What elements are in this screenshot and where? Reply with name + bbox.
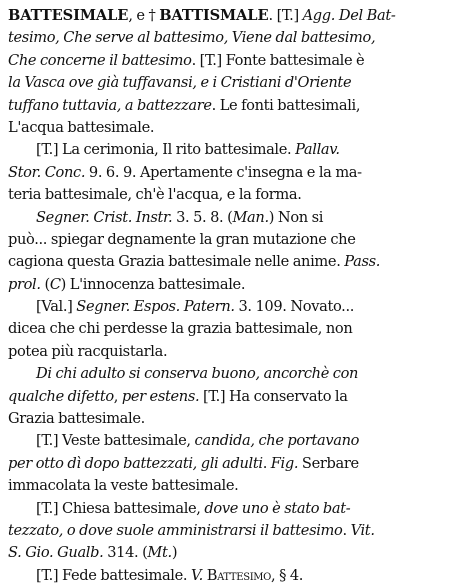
italic-run: prol.: [8, 275, 41, 293]
text-run: . [T.] Fonte battesimale è: [191, 51, 365, 69]
italic-run: per otto dì dopo battezzati, gli adulti: [8, 454, 263, 472]
text-line: [8, 542, 467, 564]
text-run: [T.] Veste battesimale,: [36, 432, 195, 450]
text-line: [8, 72, 467, 94]
headword: BATTISMALE: [159, 7, 269, 24]
italic-run: candida, che portavano: [194, 432, 360, 450]
text-line: [8, 207, 467, 229]
text-run: potea più racquistarla.: [8, 342, 168, 360]
text-run: Serbare: [298, 454, 359, 472]
text-run: (: [40, 275, 50, 293]
text-line: [8, 565, 467, 587]
italic-run: Segner. Espos. Patern.: [76, 298, 235, 316]
text-line: [8, 318, 467, 340]
text-run: 3. 5. 8. (: [172, 208, 233, 226]
text-run: [T.] La cerimonia, Il rito battesimale.: [36, 141, 296, 159]
text-line: [8, 50, 467, 72]
italic-run: Agg. Del Bat-: [302, 7, 396, 24]
text-run: 314. (: [103, 544, 148, 562]
headword: BATTESIMALE: [8, 7, 129, 24]
entry-headline: [8, 5, 467, 27]
italic-run: Pass.: [344, 253, 381, 271]
text-line: [8, 162, 467, 184]
italic-run: Di chi adulto si conserva buono, ancorchè con: [36, 365, 359, 383]
text-line: [8, 27, 467, 49]
text-line: [8, 341, 467, 363]
italic-run: qualche difetto: [8, 387, 114, 405]
text-line: [8, 430, 467, 452]
italic-run: Pallav.: [295, 141, 340, 159]
text-line: [8, 363, 467, 385]
text-line: [8, 274, 467, 296]
text-line: [8, 386, 467, 408]
italic-run: dove uno è stato bat-: [204, 499, 351, 517]
text-run: .: [342, 521, 351, 539]
cross-reference: Battesimo: [206, 566, 272, 584]
text-line: [8, 498, 467, 520]
text-line: [8, 520, 467, 542]
italic-run: Stor. Conc.: [8, 163, 86, 181]
text-run: ): [171, 544, 178, 562]
text-run: Grazia battesimale.: [8, 410, 145, 428]
italic-run: Che concerne il battesimo: [8, 51, 192, 69]
text-run: L'acqua battesimale.: [8, 118, 155, 136]
text-run: [T.] Fede battesimale.: [36, 566, 191, 584]
italic-run: Segner. Crist. Instr.: [36, 208, 173, 226]
text-run: ) L'innocenza battesimale.: [60, 275, 246, 293]
text-line: [8, 408, 467, 430]
italic-run: C: [49, 275, 61, 293]
text-run: . [T.]: [268, 7, 303, 24]
text-run: dicea che chi perdesse la grazia battesimale, non: [8, 320, 353, 338]
text-run: . Le fonti battesimali,: [211, 96, 361, 114]
italic-run: tezzato, o dove suole amministrarsi il battesimo: [8, 521, 343, 539]
italic-run: per estens.: [121, 387, 200, 405]
text-run: 9. 6. 9. Apertamente c'insegna e la ma-: [85, 163, 362, 181]
italic-run: tesimo, Che serve al battesimo, Viene dal battesimo,: [8, 29, 376, 47]
text-line: [8, 475, 467, 497]
text-run: , § 4.: [271, 566, 304, 584]
text-run: , e †: [128, 7, 160, 24]
text-run: ,: [113, 387, 122, 405]
text-line: [8, 184, 467, 206]
text-run: ) Non si: [268, 208, 324, 226]
italic-run: V.: [190, 566, 203, 584]
text-line: [8, 117, 467, 139]
italic-run: tuffano tuttavia, a battezzare: [8, 96, 212, 114]
text-run: 3. 109. Novato...: [234, 298, 355, 316]
text-line: [8, 296, 467, 318]
italic-run: Mt.: [147, 544, 172, 562]
text-line: [8, 453, 467, 475]
text-run: .: [262, 454, 271, 472]
text-run: [T.] Chiesa battesimale,: [36, 499, 205, 517]
text-run: cagiona questa Grazia battesimale nelle anime.: [8, 253, 345, 271]
text-run: [T.] Ha conservato la: [199, 387, 348, 405]
text-run: teria battesimale, ch'è l'acqua, e la forma.: [8, 186, 302, 204]
italic-run: Fig.: [270, 454, 299, 472]
text-line: [8, 251, 467, 273]
text-line: [8, 229, 467, 251]
italic-run: la Vasca ove già tuffavansi, e i Cristiani d'Oriente: [8, 74, 352, 92]
italic-run: Man.: [232, 208, 269, 226]
italic-run: Vit.: [350, 521, 375, 539]
text-run: [Val.]: [36, 298, 77, 316]
text-run: può... spiegar degnamente la gran mutazione che: [8, 230, 356, 248]
text-line: [8, 95, 467, 117]
text-line: [8, 139, 467, 161]
italic-run: S. Gio. Gualb.: [8, 544, 104, 562]
text-run: immacolata la veste battesimale.: [8, 477, 239, 495]
